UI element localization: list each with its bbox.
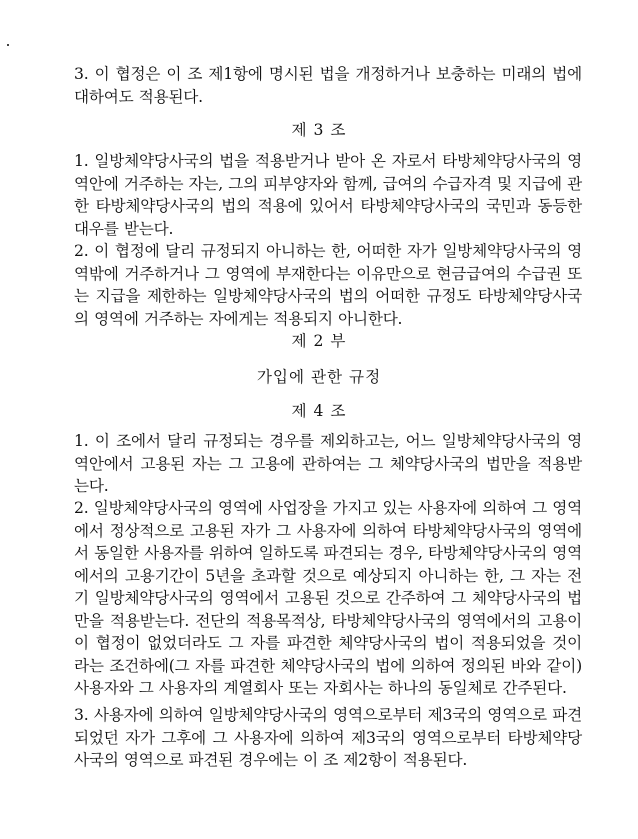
article3-heading: 제 3 조 xyxy=(291,121,347,139)
article3-paragraph-1: 1. 일방체약당사국의 법을 적용받거나 받아 온 자로서 타방체약당사국의 영역안에 거주하는 자는, 그의 피부양자와 함께, 급여의 수급자격 및 지급에 관한 타방체약당사국의 법의 적용에 있어서 타방체약당사국의 국민과 동등한 대우를 받는다. xyxy=(74,152,582,238)
part2-title: 가입에 관한 규정 xyxy=(256,368,382,386)
article4-paragraph-1: 1. 이 조에서 달리 규정되는 경우를 제외하고는, 어느 일방체약당사국의 영역안에서 고용된 자는 그 고용에 관하여는 그 체약당사국의 법만을 적용받는다. xyxy=(74,432,582,495)
article4-heading: 제 4 조 xyxy=(291,402,347,420)
part2-heading: 제 2 부 xyxy=(291,332,347,350)
article4-paragraph-2: 2. 일방체약당사국의 영역에 사업장을 가지고 있는 사용자에 의하여 그 영역에서 정상적으로 고용된 자가 그 사용자에 의하여 타방체약당사국의 영역에서 동일한 사용자를 위하여 일하도록 파견되는 경우, 타방체약당사국의 영역에서의 고용기간이 5년을 초과할 것으로 예상되지 아니하는 한, 그 자는 전기 일방체약당사국의 영역에서 고용된 것으로 간주하여 그 체약당사국의 법만을 적용받는다. 전단의 적용목적상, 타방체약당사국의 영역에서의 고용이 이 협정이 없었더라도 그 자를 파견한 체약당사국의 법이 적용되었을 것이라는 조건하에(그 자를 파견한 체약당사국의 법에 의하여 정의된 바와 같이) 사용자와 그 사용자의 계열회사 또는 자회사는 하나의 동일체로 간주된다. xyxy=(74,499,582,697)
article4-paragraph-3: 3. 사용자에 의하여 일방체약당사국의 영역으로부터 제3국의 영역으로 파견되었던 자가 그후에 그 사용자에 의하여 제3국의 영역으로부터 타방체약당사국의 영역으로 파견된 경우에는 이 조 제2항이 적용된다. xyxy=(74,706,582,769)
article3-paragraph-2: 2. 이 협정에 달리 규정되지 아니하는 한, 어떠한 자가 일방체약당사국의 영역밖에 거주하거나 그 영역에 부재한다는 이유만으로 현금급여의 수급권 또는 지급을 제한하는 일방체약당사국의 법의 어떠한 규정도 타방체약당사국의 영역에 거주하는 자에게는 적용되지 아니한다. xyxy=(74,242,582,328)
scan-artifact-dot xyxy=(7,44,9,46)
article2-paragraph-3: 3. 이 협정은 이 조 제1항에 명시된 법을 개정하거나 보충하는 미래의 법에 대하여도 적용된다. xyxy=(74,65,582,106)
